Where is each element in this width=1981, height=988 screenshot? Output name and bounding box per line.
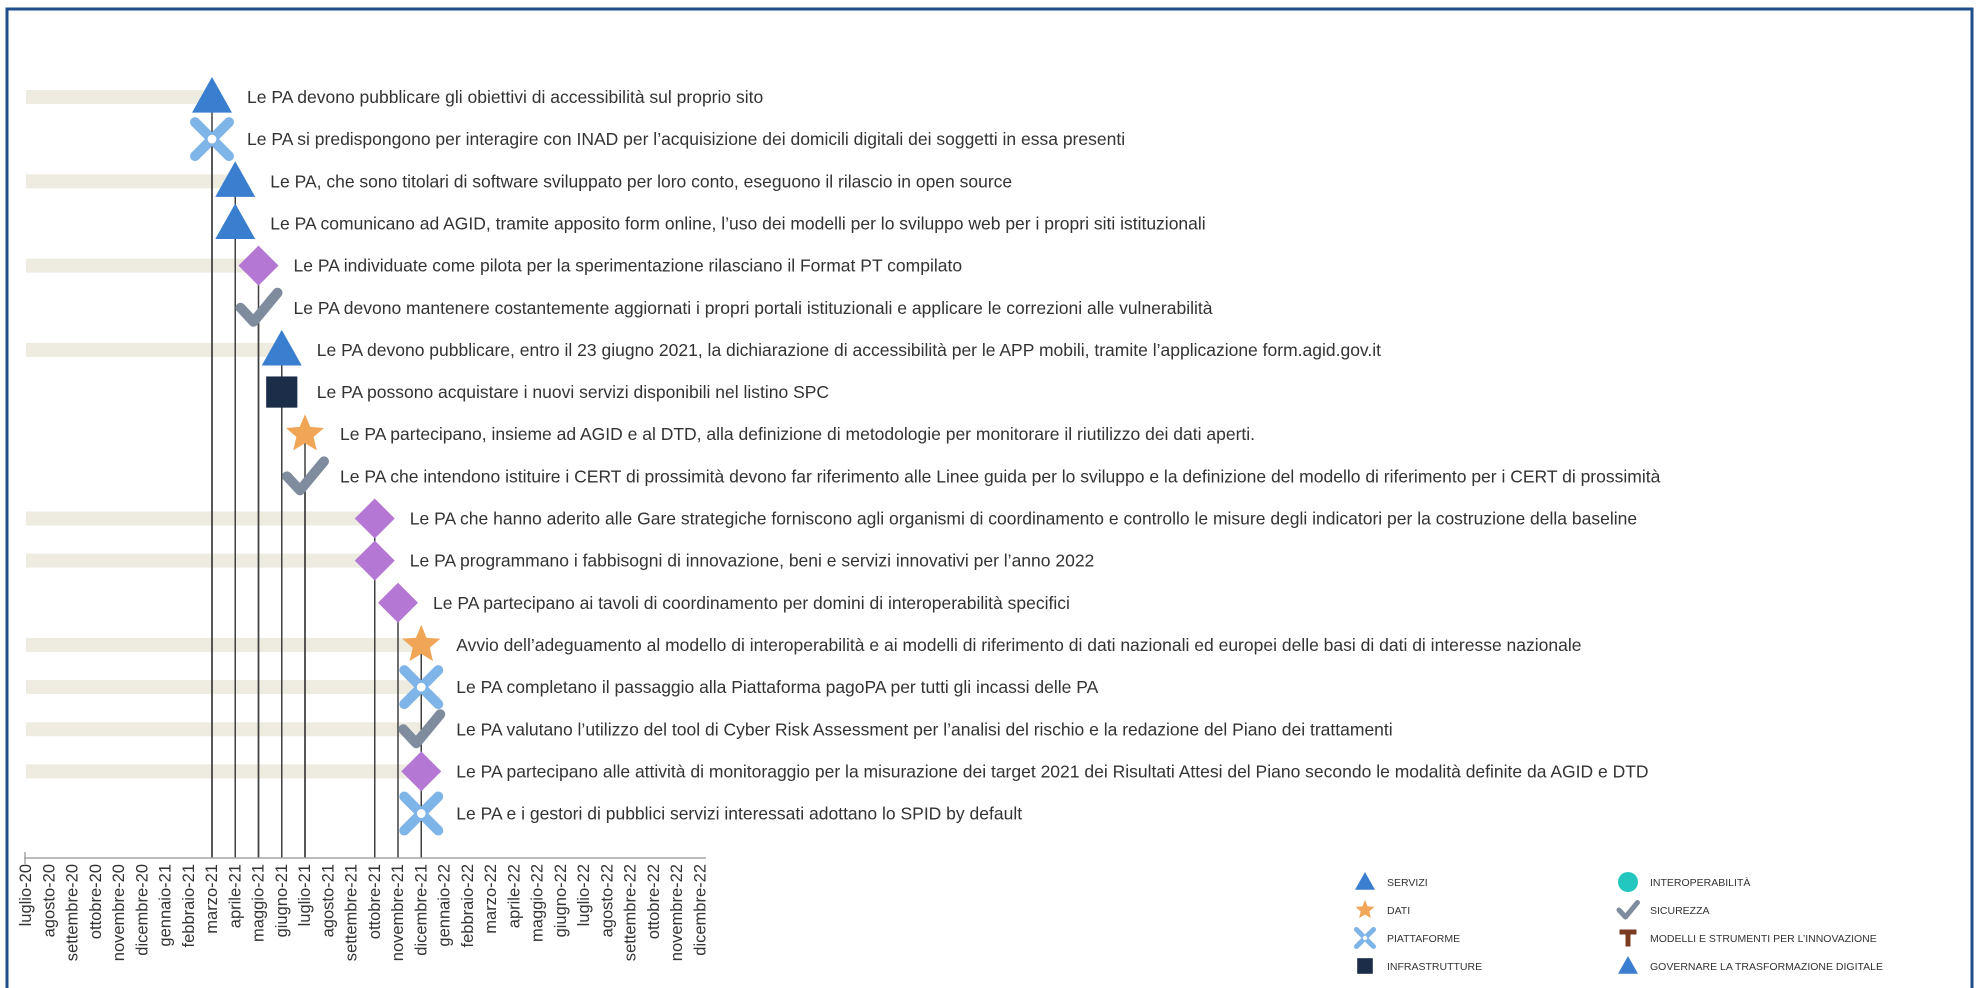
milestone-bar [26,554,375,568]
legend-circle-icon [1618,872,1638,892]
milestone-label: Le PA valutano l’utilizzo del tool di Cyber Risk Assessment per l’analisi del rischio e la redazione del Piano dei trattamenti [456,719,1393,740]
month-tick-label: settembre-22 [621,864,640,962]
milestone-label: Le PA che hanno aderito alle Gare strategiche forniscono agli organismi di coordinamento e controllo le misure degli indicatori per la costruzione della baseline [409,508,1638,529]
milestone-bar [26,259,259,273]
month-tick-label: aprile-22 [505,864,524,929]
milestone-label: Le PA programmano i fabbisogni di innovazione, beni e servizi innovativi per l’anno 2022 [409,550,1095,571]
month-tick-label: agosto-21 [319,864,338,938]
milestone-bar [26,343,282,357]
month-tick-label: febbraio-21 [179,864,198,948]
milestone-bar [26,680,421,694]
milestone-label: Avvio dell’adeguamento al modello di interoperabilità e ai modelli di riferimento di dati nazionali ed europei delle basi di dati di interesse nazionale [456,634,1582,655]
legend-cross-icon [1357,930,1374,947]
milestone-label: Le PA che intendono istituire i CERT di prossimità devono far riferimento alle Linee guida per lo sviluppo e la definizione del modello di riferimento per i CERT di prossimità [340,466,1661,487]
milestone-bar [26,90,212,104]
month-tick-label: maggio-21 [249,864,268,942]
legend-label: SICUREZZA [1650,905,1710,917]
milestone-label: Le PA devono mantenere costantemente aggiornati i propri portali istituzionali e applicare le correzioni alle vulnerabilità [293,297,1213,318]
milestone-label: Le PA e i gestori di pubblici servizi interessati adottano lo SPID by default [456,803,1023,824]
month-tick-label: novembre-22 [668,864,686,962]
milestone-diamond-icon [355,499,395,539]
milestone-label: Le PA devono pubblicare gli obiettivi di accessibilità sul proprio sito [247,87,764,107]
milestone-label: Le PA partecipano ai tavoli di coordinamento per domini di interoperabilità specifici [433,592,1070,613]
milestone-label: Le PA si predispongono per interagire con INAD per l’acquisizione dei domicili digitali dei soggetti in essa presenti [247,129,1126,150]
milestone-square-icon [266,376,297,407]
month-tick-label: marzo-21 [203,864,221,934]
month-tick-label: giugno-21 [272,864,291,938]
milestone-bar [26,174,235,188]
legend-label: SERVIZI [1387,877,1428,889]
month-tick-label: luglio-22 [575,864,593,927]
month-tick-label: settembre-21 [342,864,361,962]
month-tick-label: novembre-20 [110,864,128,962]
month-tick-label: maggio-22 [528,864,547,942]
legend-label: PIATTAFORME [1387,933,1461,945]
milestone-diamond-icon [239,246,279,286]
milestone-triangle-icon [215,203,255,239]
month-tick-label: agosto-20 [40,864,59,938]
month-tick-label: febbraio-22 [458,864,477,948]
month-tick-label: marzo-22 [482,864,500,934]
legend-check-icon [1619,903,1638,918]
milestone-diamond-icon [355,541,395,581]
month-tick-label: settembre-20 [63,864,82,962]
milestone-label: Le PA partecipano, insieme ad AGID e al DTD, alla definizione di metodologie per monitorare il riutilizzo dei dati aperti. [340,424,1256,445]
frame-border [7,9,1972,988]
month-tick-label: dicembre-22 [691,864,710,956]
legend-label: MODELLI E STRUMENTI PER L’INNOVAZIONE [1650,933,1877,945]
milestone-label: Le PA individuate come pilota per la sperimentazione rilasciano il Format PT compilato [293,255,963,276]
month-tick-label: ottobre-22 [644,864,663,940]
month-tick-label: gennaio-21 [156,864,175,947]
milestone-label: Le PA possono acquistare i nuovi servizi disponibili nel listino SPC [316,382,830,403]
month-tick-label: aprile-21 [226,864,245,929]
month-tick-label: dicembre-21 [412,864,431,956]
month-tick-label: novembre-21 [389,864,407,962]
legend-square-icon [1357,958,1373,974]
milestone-bar [26,764,421,778]
milestone-label: Le PA completano il passaggio alla Piattaforma pagoPA per tutti gli incassi delle PA [456,677,1099,698]
legend-label: INFRASTRUTTURE [1387,961,1483,973]
milestone-bar [26,638,421,652]
month-tick-label: gennaio-22 [435,864,454,947]
legend-star-icon [1356,900,1375,918]
legend-triangle-icon [1355,872,1375,890]
month-tick-label: dicembre-20 [133,864,152,956]
month-tick-label: giugno-22 [551,864,570,938]
legend-tbar-icon [1620,930,1637,947]
month-tick-label: agosto-22 [598,864,617,938]
milestone-label: Le PA devono pubblicare, entro il 23 giugno 2021, la dichiarazione di accessibilità per le APP mobili, tramite l’applicazione form.agid.gov.it [316,339,1381,360]
legend-label: DATI [1387,905,1411,917]
month-tick-label: ottobre-20 [86,864,105,940]
milestone-label: Le PA comunicano ad AGID, tramite apposito form online, l’uso dei modelli per lo sviluppo web per i propri siti istituzionali [270,213,1206,234]
legend-label: INTEROPERABILITÀ [1650,877,1751,889]
milestone-diamond-icon [378,583,418,623]
month-tick-label: luglio-21 [296,864,314,927]
legend-triangle-icon [1618,956,1638,974]
milestone-label: Le PA partecipano alle attività di monitoraggio per la misurazione dei target 2021 dei Risultati Attesi del Piano secondo le modalità definite da AGID e DTD [456,761,1649,782]
milestone-bar [26,722,421,736]
month-tick-label: ottobre-21 [365,864,384,940]
legend-label: GOVERNARE LA TRASFORMAZIONE DIGITALE [1650,961,1883,973]
milestone-label: Le PA, che sono titolari di software sviluppato per loro conto, eseguono il rilascio in open source [270,171,1013,192]
milestone-diamond-icon [401,751,441,791]
month-tick-label: luglio-20 [17,864,35,927]
milestone-bar [26,512,375,526]
